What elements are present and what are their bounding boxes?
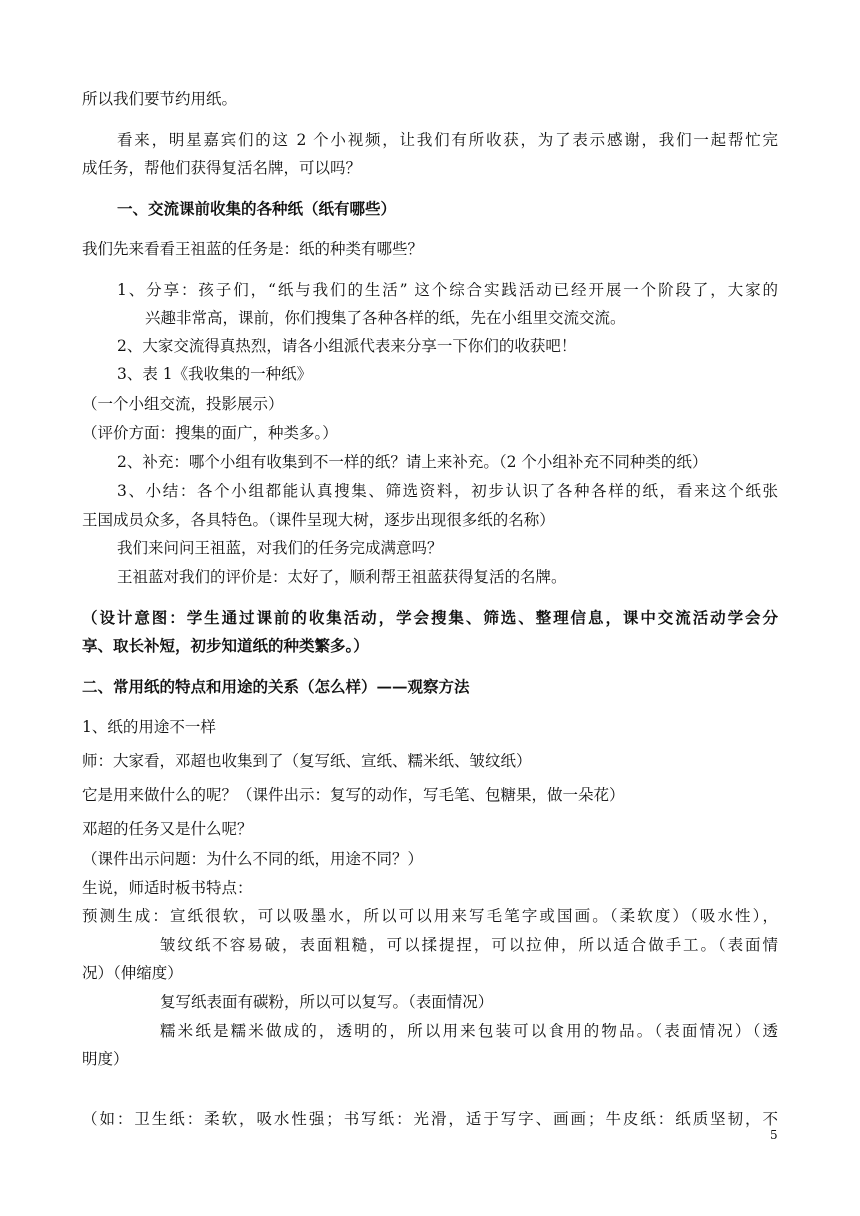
text-line: 看来，明星嘉宾们的这 2 个小视频，让我们有所收获，为了表示感谢，我们一起帮忙完 <box>117 131 778 149</box>
text-line: 师：大家看，邓超也收集到了（复写纸、宣纸、糯米纸、皱纹纸） <box>82 752 532 770</box>
text-line: 复写纸表面有碳粉，所以可以复写。（表面情况） <box>160 993 494 1011</box>
text-line: 兴趣非常高，课前，你们搜集了各种各样的纸，先在小组里交流交流。 <box>145 309 626 327</box>
text-line: 成任务，帮他们获得复活名牌，可以吗？ <box>82 159 362 177</box>
text-line: （一个小组交流，投影展示） <box>82 395 284 413</box>
text-line: 所以我们要节约用纸。 <box>82 90 238 108</box>
design-intent-note: （设计意图：学生通过课前的收集活动，学会搜集、筛选、整理信息，课中交流活动学会分 <box>82 608 778 627</box>
text-line: 2、大家交流得真热烈，请各小组派代表来分享一下你们的收获吧！ <box>117 337 577 355</box>
section-heading: 一、交流课前收集的各种纸（纸有哪些） <box>117 199 397 218</box>
text-line: （如：卫生纸：柔软，吸水性强；书写纸：光滑，适于写字、画画；牛皮纸：纸质坚韧，不 <box>82 1110 778 1128</box>
text-line: 王祖蓝对我们的评价是：太好了，顺利帮王祖蓝获得复活的名牌。 <box>117 568 567 586</box>
text-line: 1、纸的用途不一样 <box>82 718 216 736</box>
text-line: 1、分享：孩子们，“纸与我们的生活” 这个综合实践活动已经开展一个阶段了，大家的 <box>117 281 778 299</box>
text-line: 我们先来看看王祖蓝的任务是：纸的种类有哪些？ <box>82 240 424 258</box>
text-line: 2、补充：哪个小组有收集到不一样的纸？请上来补充。（2 个小组补充不同种类的纸） <box>117 453 708 471</box>
text-line: （课件出示问题：为什么不同的纸，用途不同？） <box>82 850 424 868</box>
text-line: 预测生成：宣纸很软，可以吸墨水，所以可以用来写毛笔字或国画。（柔软度）（吸水性）， <box>82 907 778 925</box>
text-line: 况）（伸缩度） <box>82 964 183 982</box>
text-line: （评价方面：搜集的面广，种类多。） <box>82 424 338 442</box>
text-line: 生说，师适时板书特点： <box>82 879 253 897</box>
text-line: 3、表 1《我收集的一种纸》 <box>117 365 313 383</box>
section-heading: 二、常用纸的特点和用途的关系（怎么样）——观察方法 <box>82 677 470 696</box>
design-intent-note: 享、取长补短，初步知道纸的种类繁多。） <box>82 636 369 655</box>
text-line: 邓超的任务又是什么呢？ <box>82 820 253 838</box>
text-line: 它是用来做什么的呢？（课件出示：复写的动作，写毛笔、包糖果，做一朵花） <box>82 786 625 804</box>
text-line: 糯米纸是糯米做成的，透明的，所以用来包装可以食用的物品。（表面情况）（透 <box>160 1022 778 1040</box>
text-line: 3、小结：各个小组都能认真搜集、筛选资料，初步认识了各种各样的纸，看来这个纸张 <box>117 482 778 500</box>
page-number: 5 <box>770 1128 778 1142</box>
text-line: 王国成员众多，各具特色。（课件呈现大树，逐步出现很多纸的名称） <box>82 511 555 529</box>
text-line: 明度） <box>82 1050 129 1068</box>
text-line: 我们来问问王祖蓝，对我们的任务完成满意吗？ <box>117 539 443 557</box>
text-line: 皱纹纸不容易破，表面粗糙，可以揉提捏，可以拉伸，所以适合做手工。（表面情 <box>160 936 778 954</box>
